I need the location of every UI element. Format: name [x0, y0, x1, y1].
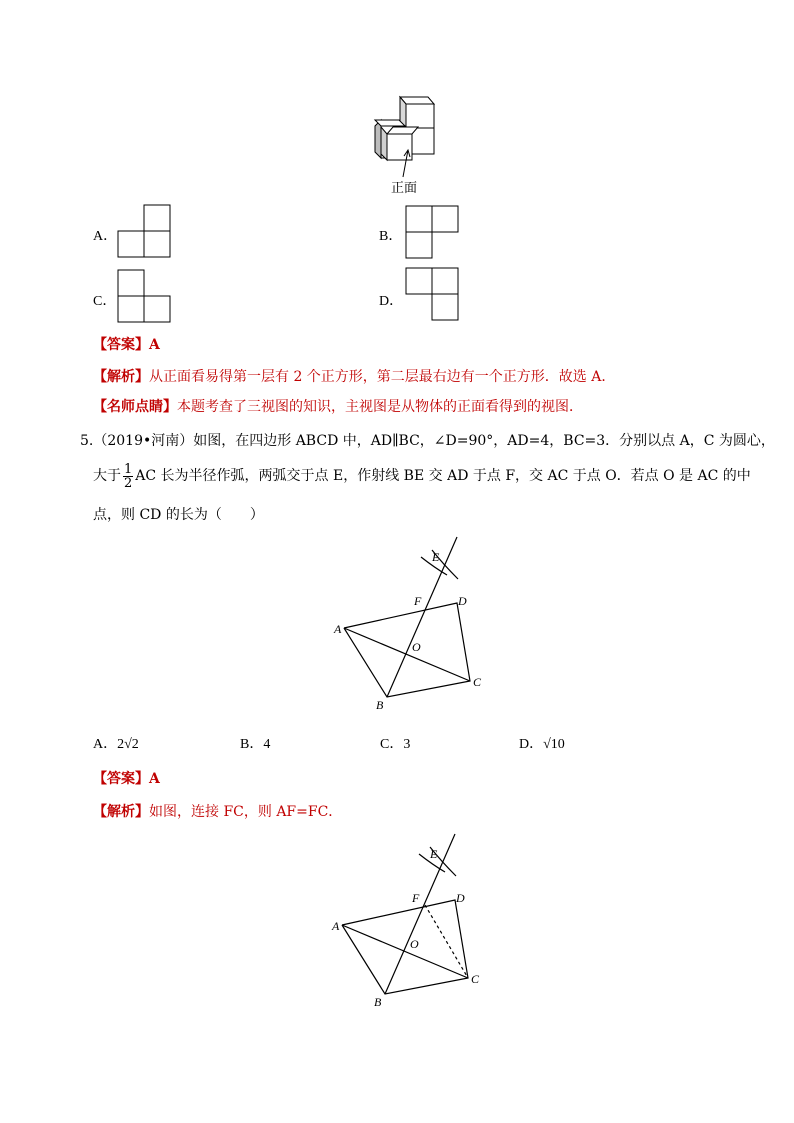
q5-label-a: A: [334, 622, 342, 636]
q5-option-a-letter: A．: [93, 737, 118, 752]
q5-sol-label-a: A: [332, 919, 340, 933]
q4-option-b-letter: B．: [379, 229, 403, 244]
q5-label-b: B: [376, 698, 384, 712]
q4-option-c-letter: C．: [93, 294, 117, 309]
q4-option-d-figure: [406, 268, 461, 323]
cube-stack-figure: [370, 94, 440, 184]
q5-label-f: F: [414, 594, 422, 608]
q5-option-b: [240, 733, 270, 753]
q5-option-c-value: 3: [403, 737, 411, 752]
q4-analysis-tag: 【解析】: [93, 369, 149, 385]
q5-option-c-letter: C．: [380, 737, 404, 752]
q5-option-a-value: 2√2: [117, 737, 139, 752]
q5-option-a: [93, 733, 139, 753]
q4-option-a-figure: [118, 204, 173, 259]
q5-option-b-value: 4: [263, 737, 271, 752]
q5-frac-den: 2: [124, 475, 133, 491]
q5-analysis: [93, 803, 342, 821]
q4-tip: [93, 398, 583, 416]
q5-line2-post: AC 长为半径作弧，两弧交于点 E，作射线 BE 交 AD 于点 F，交 AC 于点 O．若点 O 是 AC 的中: [135, 468, 751, 484]
q5-option-d-value: √10: [543, 737, 565, 752]
q5-sol-label-e: E: [430, 847, 438, 861]
q5-option-b-letter: B．: [240, 737, 264, 752]
q5-stem-line3: 点，则 CD 的长为（ ）: [93, 507, 264, 523]
q4-tip-tag: 【名师点睛】: [93, 399, 177, 415]
q5-label-c: C: [473, 675, 482, 689]
q5-sol-label-f: F: [412, 891, 420, 905]
q4-analysis: [93, 368, 615, 386]
q5-sol-label-d: D: [456, 891, 465, 905]
q4-option-c-figure: [118, 270, 173, 325]
q5-label-d: D: [458, 594, 467, 608]
q5-fraction: [123, 463, 133, 490]
q5-stem-line1: 5.（2019•河南）如图，在四边形 ABCD 中，AD∥BC，∠D=90°，AD=4，BC=3．分别以点 A，C 为圆心，: [80, 433, 775, 449]
q5-answer: 【答案】A: [93, 771, 160, 787]
q5-analysis-tag: 【解析】: [93, 804, 149, 820]
q5-label-o: O: [412, 640, 421, 654]
q4-option-b-figure: [406, 206, 461, 261]
q5-sol-label-c: C: [471, 972, 480, 986]
q5-option-d: [519, 733, 565, 753]
q5-geometry-figure: [330, 535, 490, 715]
q4-analysis-text: 从正面看易得第一层有 2 个正方形，第二层最右边有一个正方形．故选 A．: [149, 369, 616, 385]
q5-option-c: [380, 733, 410, 753]
q5-label-e: E: [432, 550, 440, 564]
q4-tip-text: 本题考查了三视图的知识，主视图是从物体的正面看得到的视图．: [177, 399, 583, 415]
q5-line2-pre: 大于: [93, 468, 121, 484]
q5-stem-line2: [93, 458, 751, 494]
q4-answer: 【答案】A: [93, 337, 160, 353]
q5-frac-num: 1: [124, 461, 133, 477]
front-label: 正面: [391, 181, 418, 196]
q5-analysis-text: 如图，连接 FC，则 AF=FC．: [149, 804, 343, 820]
q4-option-a-letter: A．: [93, 229, 118, 244]
q5-option-d-letter: D．: [519, 737, 544, 752]
q4-option-d-letter: D．: [379, 294, 404, 309]
q5-sol-label-o: O: [410, 937, 419, 951]
q5-sol-label-b: B: [374, 995, 382, 1009]
q5-solution-figure: [328, 832, 488, 1012]
